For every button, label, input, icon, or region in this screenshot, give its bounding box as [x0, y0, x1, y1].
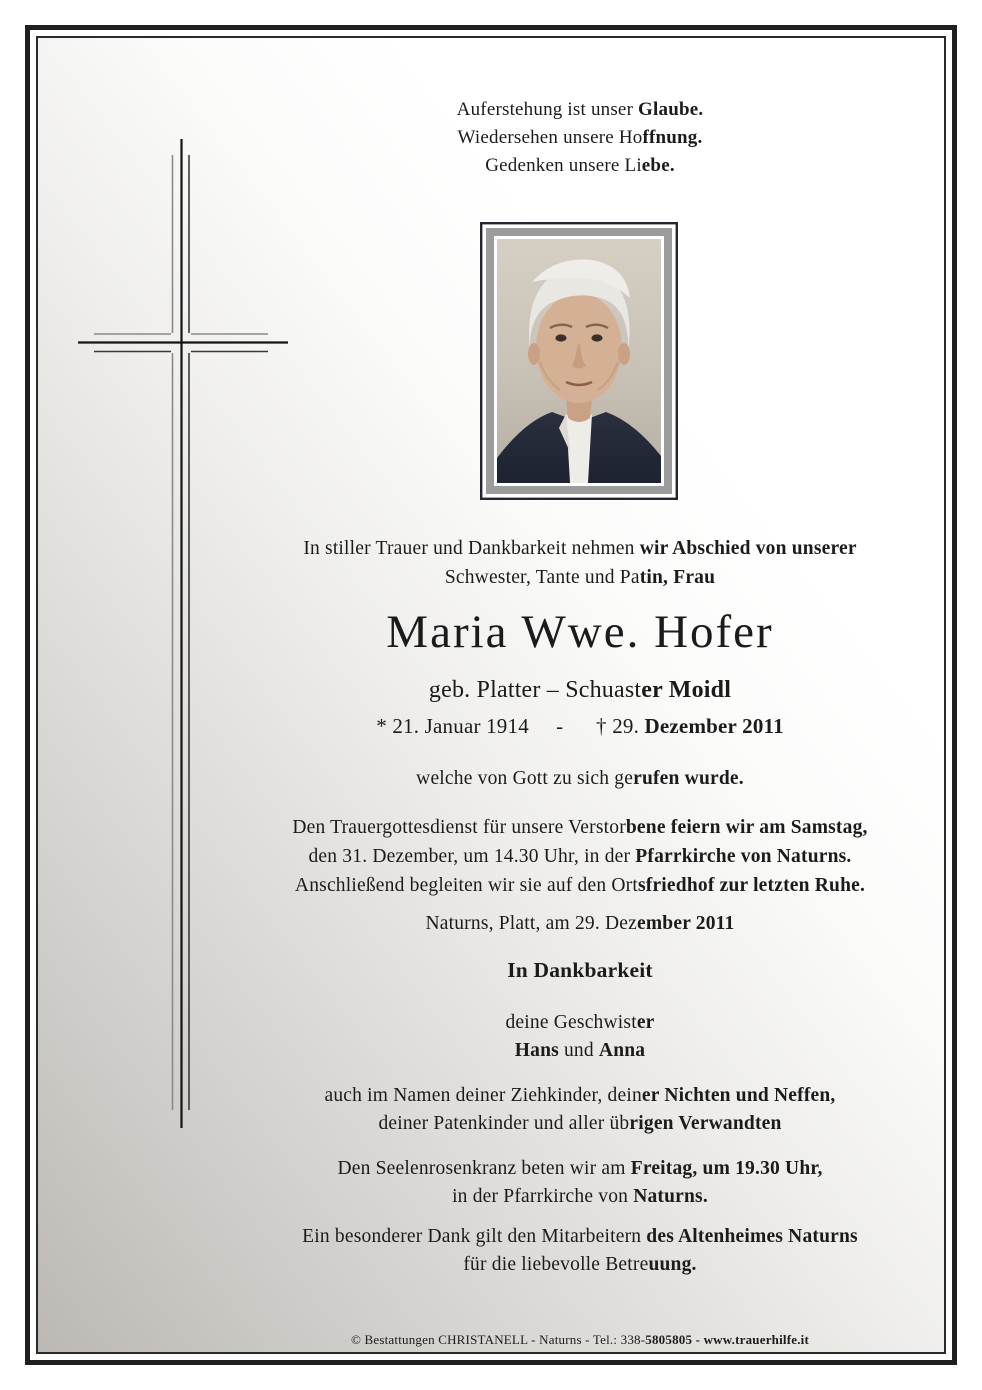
portrait-photo	[480, 222, 678, 500]
relatives-line: deiner Patenkinder und aller übrigen Verwandten	[378, 1113, 782, 1134]
service-details	[215, 813, 945, 900]
siblings-line: deine Geschwister	[505, 1012, 655, 1033]
relatives-block	[215, 1082, 945, 1138]
service-line: Den Trauergottesdienst für unsere Verstorbene feiern wir am Samstag,	[292, 817, 868, 838]
deceased-name: Maria Wwe. Hofer	[386, 606, 774, 658]
service-line: den 31. Dezember, um 14.30 Uhr, in der Pfarrkirche von Naturns.	[308, 846, 852, 867]
intro-line: Schwester, Tante und Patin, Frau	[444, 567, 716, 588]
deceased-birth-name: geb. Platter – Schuaster Moidl	[428, 677, 732, 703]
thanks-line: Ein besonderer Dank gilt den Mitarbeitern des Altenheimes Naturns	[302, 1226, 858, 1247]
announcement-intro	[215, 534, 945, 592]
deceased-life-dates: * 21. Januar 1914 - † 29. Dezember 2011	[376, 714, 784, 738]
siblings-block	[215, 1009, 945, 1065]
opening-verse	[215, 96, 945, 180]
undertaker-credit: © Bestattungen CHRISTANELL - Naturns - Tel.: 338-5805805 - www.trauerhilfe.it	[350, 1332, 810, 1347]
verse-line: Wiedersehen unsere Hoffnung.	[457, 127, 703, 148]
relatives-line: auch im Namen deiner Ziehkinder, deiner Nichten und Neffen,	[324, 1085, 836, 1106]
called-line: welche von Gott zu sich gerufen wurde.	[416, 768, 744, 789]
thanks-line: für die liebevolle Betreuung.	[463, 1254, 697, 1275]
gratitude-line: In Dankbarkeit	[507, 958, 653, 982]
service-line: Anschließend begleiten wir sie auf den Ortsfriedhof zur letzten Ruhe.	[294, 875, 866, 896]
verse-line: Gedenken unsere Liebe.	[485, 155, 675, 176]
thanks-block	[215, 1223, 945, 1279]
intro-line: In stiller Trauer und Dankbarkeit nehmen wir Abschied von unserer	[303, 538, 857, 559]
place-date-line: Naturns, Platt, am 29. Dezember 2011	[425, 913, 735, 934]
rosary-line: Den Seelenrosenkranz beten wir am Freitag, um 19.30 Uhr,	[337, 1158, 823, 1179]
verse-line: Auferstehung ist unser Glaube.	[456, 99, 704, 120]
rosary-block	[215, 1155, 945, 1211]
rosary-line: in der Pfarrkirche von Naturns.	[452, 1186, 708, 1207]
siblings-line: Hans und Anna	[514, 1040, 646, 1061]
